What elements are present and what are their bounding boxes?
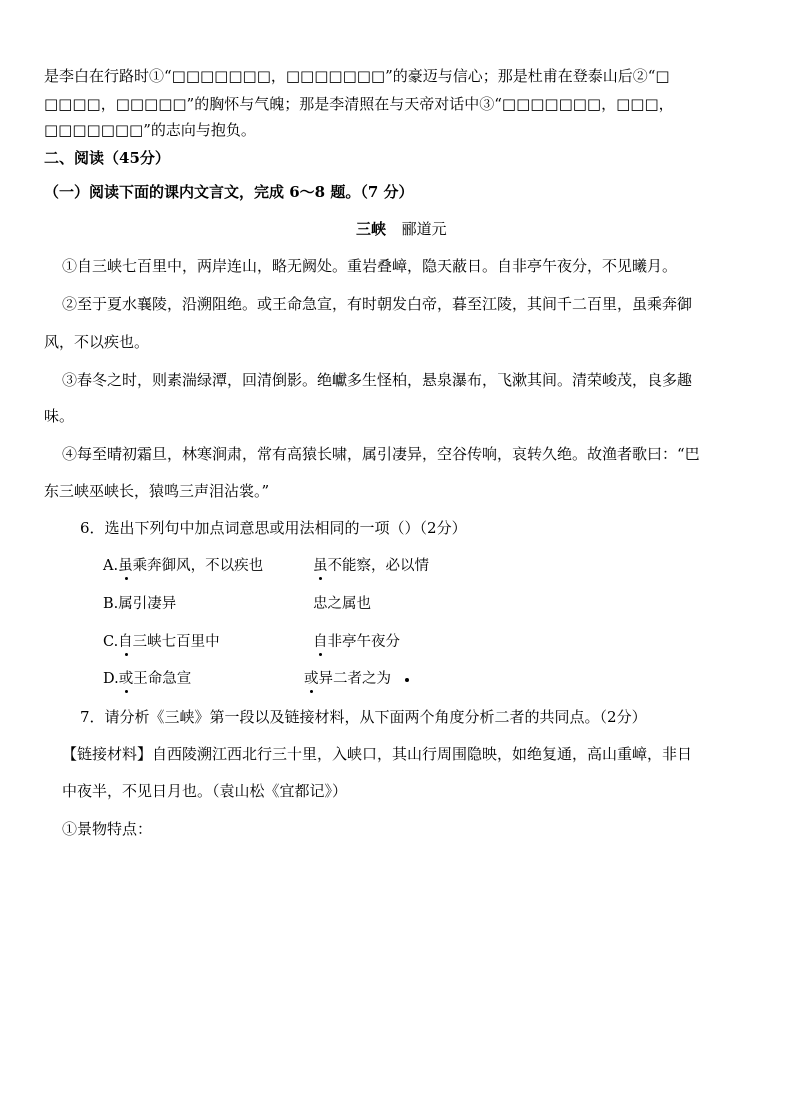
q6-option-a-right: 虽不能察，必以情 (313, 558, 429, 574)
passage-para-4-b: 东三峡巫峡长，猿鸣三声泪沾裳。” (44, 482, 270, 500)
section-title: 二、阅读（45分） (44, 149, 170, 167)
passage-para-3-b: 味。 (44, 407, 75, 425)
intro-line-3: □□□□□□□”的志向与抱负。 (44, 121, 256, 139)
passage-para-2-b: 风，不以疾也。 (44, 333, 150, 351)
intro-line-1: 是李白在行路时①“□□□□□□□，□□□□□□□”的豪迈与信心；那是杜甫在登泰山后②“□ (44, 67, 670, 85)
question-7-sub-1: ①景物特点： (62, 820, 153, 838)
q6-option-a-left: A.虽乘奔御风，不以疾也 (103, 558, 264, 574)
q6-option-c-left: C.自三峡七百里中 (103, 634, 220, 650)
linked-material-line-2: 中夜半，不见日月也。（袁山松《宜都记》） (62, 782, 348, 800)
question-7-stem: 7．请分析《三峡》第一段以及链接材料，从下面两个角度分析二者的共同点。（2分） (80, 708, 647, 726)
emphasis-dot (125, 653, 128, 656)
passage-para-4-a: ④每至晴初霜旦，林寒涧肃，常有高猿长啸，属引凄异，空谷传响，哀转久绝。故渔者歌曰：“巴 (62, 445, 700, 463)
passage-para-2-a: ②至于夏水襄陵，沿溯阻绝。或王命急宣，有时朝发白帝，暮至江陵，其间千二百里，虽乘奔御 (62, 295, 693, 313)
q6-option-b-left: B.属引凄异 (103, 596, 177, 612)
q6-option-c-right: 自非亭午夜分 (313, 634, 400, 650)
passage-para-3-a: ③春冬之时，则素湍绿潭，回清倒影。绝巘多生怪柏，悬泉瀑布，飞漱其间。清荣峻茂，良多趣 (62, 371, 693, 389)
passage-author: 郦道元 (401, 220, 447, 238)
question-6-stem: 6．选出下列句中加点词意思或用法相同的一项（）（2分） (80, 519, 467, 537)
q6-option-d-left: D.或王命急宣 (103, 671, 192, 687)
emphasis-dot (319, 653, 322, 656)
emphasis-dot (319, 577, 322, 580)
passage-para-1: ①自三峡七百里中，两岸连山，略无阙处。重岩叠嶂，隐天蔽日。自非亭午夜分，不见曦月。 (62, 257, 678, 275)
intro-line-2: □□□□，□□□□□”的胸怀与气魄；那是李清照在与天帝对话中③“□□□□□□□，□□□， (44, 95, 674, 113)
linked-material-line-1 (62, 744, 692, 764)
emphasis-dot (310, 690, 313, 693)
passage-title: 三峡 (356, 220, 387, 238)
emphasis-dot (125, 690, 128, 693)
emphasis-dot (125, 577, 128, 580)
emphasis-dot (405, 678, 409, 682)
q6-option-b-right: 忠之属也 (313, 596, 371, 612)
passage-title-line (356, 219, 447, 239)
q6-option-d-right: 或异二者之为 (304, 671, 391, 687)
linked-material-text-a: 自西陵溯江西北行三十里，入峡口，其山行周围隐映，如绝复通，高山重嶂，非日 (152, 745, 693, 763)
part-heading: （一）阅读下面的课内文言文，完成 6～8 题。（7 分） (44, 183, 414, 201)
linked-material-label: 【链接材料】 (62, 745, 153, 763)
